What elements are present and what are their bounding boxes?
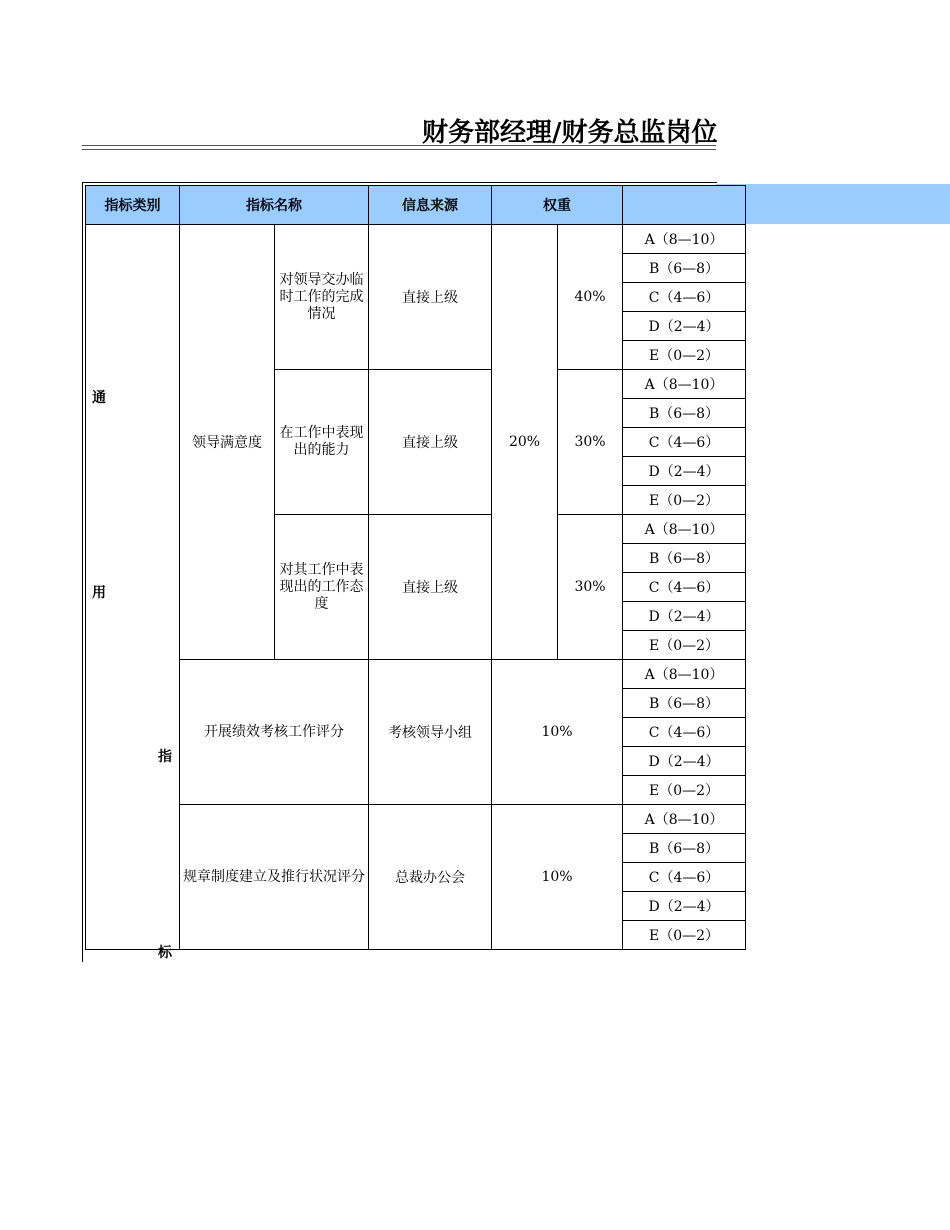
header-weight: 权重 [492,186,623,225]
indicator-weight: 10% [492,660,623,805]
grade-cell: A（8—10） [623,515,746,544]
group-name: 领导满意度 [180,225,275,660]
grade-cell: D（2—4） [623,312,746,341]
header-grade [623,186,746,225]
grade-cell: C（4—6） [623,573,746,602]
grade-cell: A（8—10） [623,225,746,254]
grade-cell: B（6—8） [623,399,746,428]
indicator-name: 开展绩效考核工作评分 [180,660,369,805]
indicator-weight: 10% [492,805,623,950]
grade-cell: C（4—6） [623,863,746,892]
sub-indicator-name: 对领导交办临时工作的完成情况 [275,225,369,370]
grade-cell: E（0—2） [623,631,746,660]
grade-cell: C（4—6） [623,283,746,312]
grade-cell: E（0—2） [623,486,746,515]
category-char: 用 [92,585,106,601]
title-area [82,108,716,150]
grade-cell: B（6—8） [623,689,746,718]
grade-cell: D（2—4） [623,457,746,486]
grade-cell: B（6—8） [623,834,746,863]
grade-cell: C（4—6） [623,428,746,457]
category-char: 标 [158,945,172,961]
sub-indicator-name: 在工作中表现出的能力 [275,370,369,515]
grade-cell: B（6—8） [623,254,746,283]
grade-cell: C（4—6） [623,718,746,747]
grade-cell: A（8—10） [623,370,746,399]
info-source: 总裁办公会 [369,805,492,950]
header-row-extension [716,184,950,224]
table-row [86,805,746,834]
header-row [86,186,746,225]
header-source: 信息来源 [369,186,492,225]
kpi-table-frame [82,182,724,962]
grade-cell: A（8—10） [623,660,746,689]
grade-cell: D（2—4） [623,747,746,776]
table-row [86,660,746,689]
info-source: 直接上级 [369,370,492,515]
sub-weight: 30% [558,515,623,660]
page-title: 财务部经理/财务总监岗位 [422,118,718,148]
grade-cell: E（0—2） [623,341,746,370]
sub-weight: 30% [558,370,623,515]
grade-cell: A（8—10） [623,805,746,834]
header-name: 指标名称 [180,186,369,225]
indicator-name: 规章制度建立及推行状况评分 [180,805,369,950]
grade-cell: D（2—4） [623,892,746,921]
info-source: 直接上级 [369,225,492,370]
info-source: 直接上级 [369,515,492,660]
sub-indicator-name: 对其工作中表现出的工作态度 [275,515,369,660]
title-underline [82,145,716,146]
header-category: 指标类别 [86,186,180,225]
grade-cell: D（2—4） [623,602,746,631]
kpi-table [85,185,746,961]
category-char: 指 [158,749,172,765]
category-char: 通 [92,390,106,406]
group-weight: 20% [492,225,558,660]
grade-cell: B（6—8） [623,544,746,573]
sub-weight: 40% [558,225,623,370]
info-source: 考核领导小组 [369,660,492,805]
table-row [86,225,746,254]
grade-cell: E（0—2） [623,921,746,950]
grade-cell: E（0—2） [623,776,746,805]
category-cell [86,225,180,961]
title-underline-double [82,149,716,150]
